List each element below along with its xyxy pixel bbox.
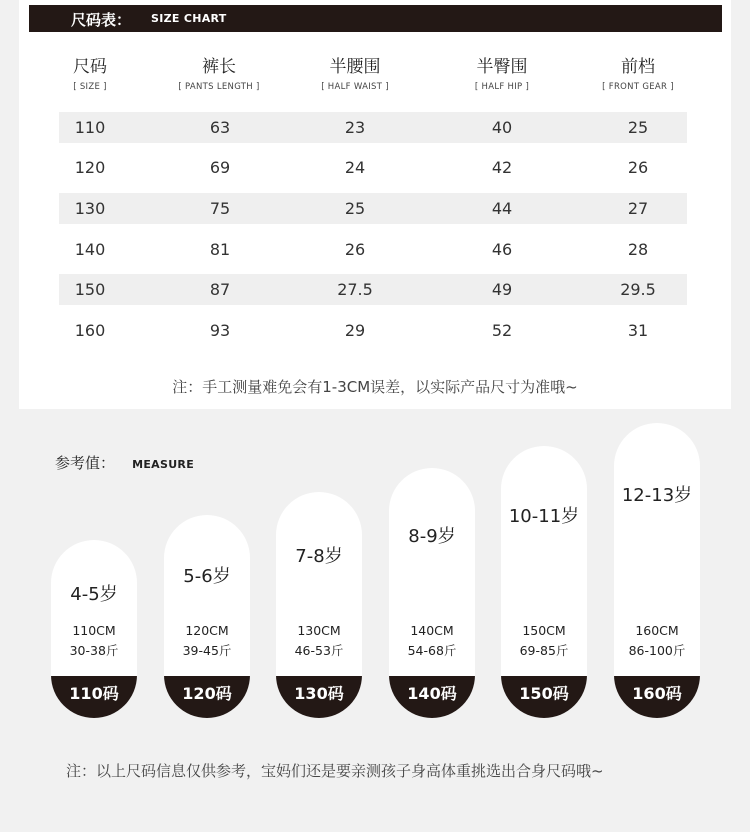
- weight: 39-45斤: [182, 643, 232, 658]
- cell-half-hip: 49: [491, 280, 513, 299]
- cell-size: 140: [74, 240, 106, 259]
- size-badge: 160码: [614, 676, 700, 718]
- size-reference-120: [164, 515, 250, 718]
- size-advice-note: 注：以上尺码信息仅供参考，宝妈们还是要亲测孩子身高体重挑选出合身尺码哦~: [66, 762, 604, 780]
- age-range: 12-13岁: [621, 485, 693, 506]
- age-range: 5-6岁: [183, 566, 231, 587]
- size-badge: 150码: [501, 676, 587, 718]
- column-header-pants-length: 裤长 [ PANTS LENGTH ]: [178, 57, 260, 92]
- cell-size: 160: [74, 321, 106, 340]
- cell-front-gear: 25: [627, 118, 649, 137]
- cell-half-waist: 26: [344, 240, 366, 259]
- measure-label: [55, 452, 194, 473]
- cell-half-hip: 52: [491, 321, 513, 340]
- table-row: [59, 234, 687, 265]
- cell-size: 110: [74, 118, 106, 137]
- cell-front-gear: 29.5: [620, 280, 656, 299]
- size-badge: 130码: [276, 676, 362, 718]
- cell-front-gear: 26: [627, 158, 649, 177]
- height-weight: [501, 621, 587, 661]
- column-header-size: 尺码 [ SIZE ]: [73, 57, 107, 92]
- cell-front-gear: 28: [627, 240, 649, 259]
- cell-size: 120: [74, 158, 106, 177]
- cell-half-hip: 40: [491, 118, 513, 137]
- cell-half-hip: 44: [491, 199, 513, 218]
- height: 140CM: [410, 623, 454, 638]
- cell-half-hip: 42: [491, 158, 513, 177]
- age-range: 8-9岁: [408, 526, 456, 547]
- weight: 54-68斤: [407, 643, 457, 658]
- size-chart-header: [29, 5, 722, 32]
- column-header-half-hip: 半臀围 [ HALF HIP ]: [474, 57, 530, 92]
- cell-front-gear: 31: [627, 321, 649, 340]
- height-weight: [276, 621, 362, 661]
- cell-pants-length: 69: [209, 158, 231, 177]
- cell-size: 150: [74, 280, 106, 299]
- height: 150CM: [522, 623, 566, 638]
- weight: 86-100斤: [628, 643, 686, 658]
- cell-half-waist: 23: [344, 118, 366, 137]
- cell-half-waist: 24: [344, 158, 366, 177]
- measure-label-cn: 参考值：: [55, 454, 116, 472]
- table-row: [59, 112, 687, 143]
- table-row: [59, 315, 687, 346]
- size-badge: 120码: [164, 676, 250, 718]
- measure-label-en: MEASURE: [132, 458, 195, 471]
- cell-size: 130: [74, 199, 106, 218]
- cell-half-hip: 46: [491, 240, 513, 259]
- size-reference-130: [276, 492, 362, 718]
- height-weight: [164, 621, 250, 661]
- age-range: 7-8岁: [295, 546, 343, 567]
- table-row: [59, 152, 687, 183]
- size-reference-140: [389, 468, 475, 718]
- cell-pants-length: 75: [209, 199, 231, 218]
- height-weight: [389, 621, 475, 661]
- measurement-error-note: 注：手工测量难免会有1-3CM误差，以实际产品尺寸为准哦~: [172, 378, 578, 396]
- cell-pants-length: 63: [209, 118, 231, 137]
- height: 110CM: [72, 623, 116, 638]
- height-weight: [614, 621, 700, 661]
- cell-pants-length: 87: [209, 280, 231, 299]
- table-row: [59, 193, 687, 224]
- size-reference-150: [501, 446, 587, 718]
- cell-front-gear: 27: [627, 199, 649, 218]
- size-badge: 140码: [389, 676, 475, 718]
- size-reference-110: [51, 540, 137, 718]
- age-range: 10-11岁: [508, 506, 580, 527]
- size-badge: 110码: [51, 676, 137, 718]
- weight: 30-38斤: [69, 643, 119, 658]
- cell-pants-length: 93: [209, 321, 231, 340]
- age-range: 4-5岁: [70, 584, 118, 605]
- cell-half-waist: 27.5: [337, 280, 373, 299]
- height-weight: [51, 621, 137, 661]
- height: 120CM: [185, 623, 229, 638]
- height: 130CM: [297, 623, 341, 638]
- size-chart-title: 尺码表：: [71, 11, 132, 29]
- column-header-front-gear: 前档 [ FRONT GEAR ]: [602, 57, 674, 92]
- cell-pants-length: 81: [209, 240, 231, 259]
- size-chart-subtitle: SIZE CHART: [151, 12, 227, 25]
- cell-half-waist: 25: [344, 199, 366, 218]
- size-reference-160: [614, 423, 700, 718]
- height: 160CM: [635, 623, 679, 638]
- weight: 46-53斤: [294, 643, 344, 658]
- column-header-half-waist: 半腰围 [ HALF WAIST ]: [321, 57, 389, 92]
- weight: 69-85斤: [519, 643, 569, 658]
- cell-half-waist: 29: [344, 321, 366, 340]
- table-row: [59, 274, 687, 305]
